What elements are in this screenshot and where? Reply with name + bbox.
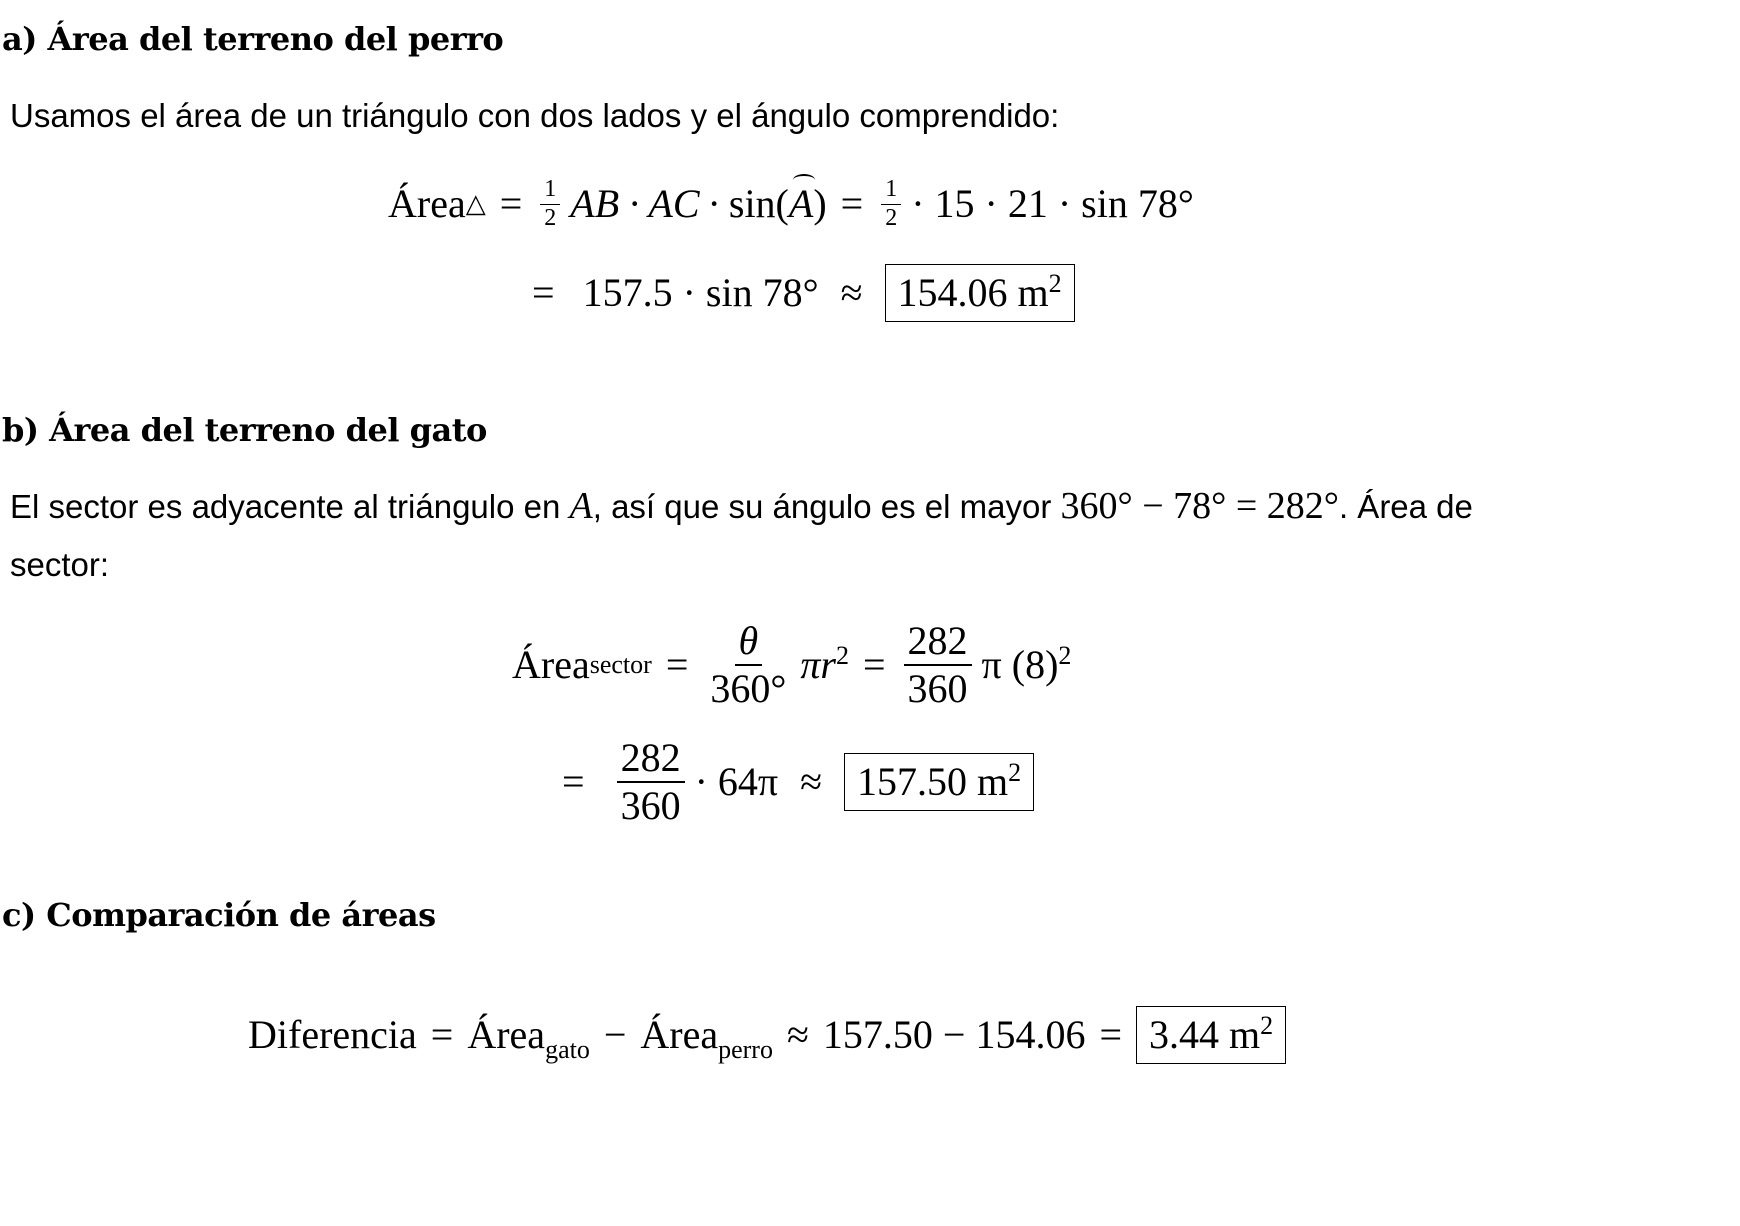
theta-fraction: $\frac{\theta}{360^\circ}$ <box>710 618 787 711</box>
section-b-heading: b) Área del terreno del gato <box>2 411 487 449</box>
var-a: A <box>569 485 593 527</box>
half-fraction: $\frac{1}{2}$ <box>540 176 560 232</box>
angle-hat: A <box>788 181 814 227</box>
sin-open: sin( <box>728 181 789 227</box>
pi-r-squared: $\pi r^2$ <box>800 641 849 687</box>
area-label: Área <box>512 642 590 687</box>
section-b-equation-2: = $\frac{282}{360}$ · 64π ≈ 157.50 $m^2$ <box>562 735 1034 829</box>
area-label: Área <box>388 181 466 227</box>
section-a-equation-2: = 157.5 · sin 78° ≈ 154.06 $m^2$ <box>532 264 1075 322</box>
pi-eight-squared: π $(8)^2$ <box>981 641 1072 687</box>
cat-area-term: Área$_{gato}$ <box>467 1012 590 1064</box>
numeric-product: · 15 · 21 · sin 78° <box>911 181 1194 227</box>
dog-area-result: 154.06 $m^2$ <box>885 264 1075 322</box>
angle-computation: 360° − 78° = 282° <box>1060 485 1339 527</box>
section-b-equation-1: Área sector = $\frac{\theta}{360^\circ}$ $\pi r^2$ = $\frac{282}{360}$ π $(8)^2$ <box>512 618 1072 711</box>
angle-fraction: $\frac{282}{360}$ <box>904 618 972 712</box>
sin-close: ) <box>813 181 827 227</box>
section-b-intro: El sector es adyacente al triángulo en A, así que su ángulo es el mayor 360° − 78° = 282°. Área de <box>10 485 1473 527</box>
sin-product: 157.5 · sin 78° <box>582 270 819 315</box>
difference-result: 3.44 $m^2$ <box>1136 1006 1286 1064</box>
cat-area-result: 157.50 $m^2$ <box>844 753 1034 811</box>
half-fraction-2: $\frac{1}{2}$ <box>881 176 901 232</box>
difference-calculation: 157.50 − 154.06 <box>822 1012 1086 1057</box>
sixty-four-pi: · 64π <box>694 759 779 804</box>
dog-area-term: Área$_{perro}$ <box>640 1012 773 1064</box>
section-a-heading: a) Área del terreno del perro <box>2 20 504 58</box>
section-c-equation: Diferencia = Área$_{gato}$ − Área$_{perro}$ ≈ 157.50 − 154.06 = 3.44 $m^2$ <box>248 1006 1286 1064</box>
angle-fraction-2: $\frac{282}{360}$ <box>617 735 685 829</box>
sides-product: AB · AC <box>570 181 700 227</box>
section-b-intro-line2: sector: <box>10 546 110 583</box>
difference-label: Diferencia <box>248 1012 417 1057</box>
section-c-heading: c) Comparación de áreas <box>2 896 436 934</box>
section-a-intro: Usamos el área de un triángulo con dos lados y el ángulo comprendido: <box>10 97 1060 134</box>
section-a-equation-1: Área △ = $\frac{1}{2}$ AB · AC · sin( A ) = $\frac{1}{2}$ · 15 · 21 · sin 78° <box>388 176 1194 231</box>
